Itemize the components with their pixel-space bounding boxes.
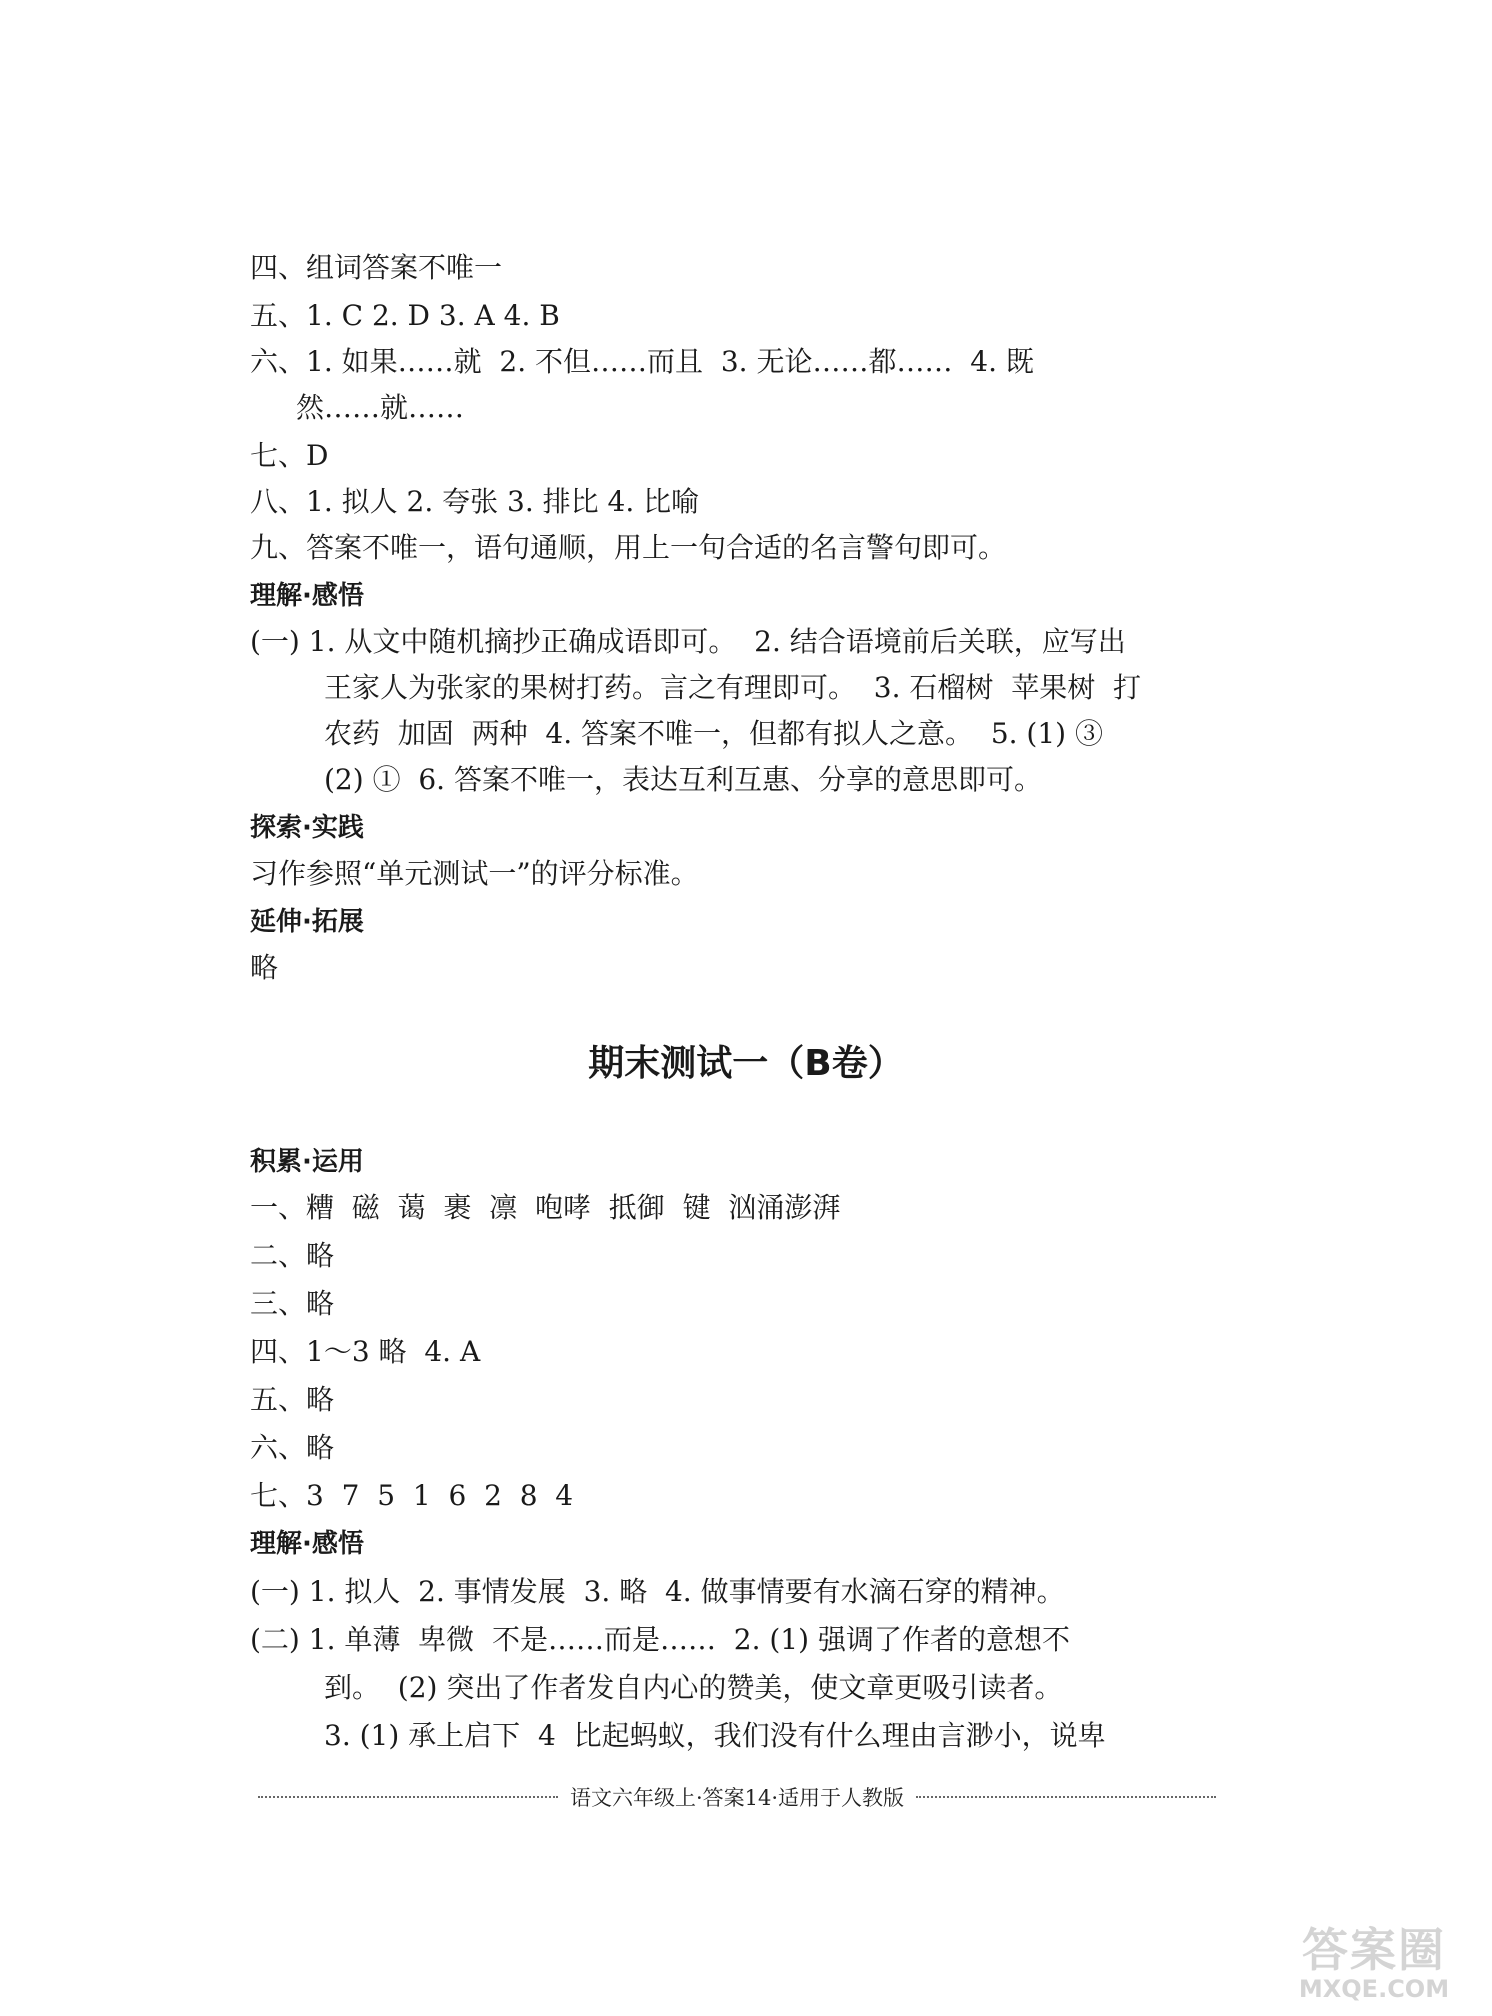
explore-text: 习作参照“单元测试一”的评分标准。 <box>250 857 699 890</box>
footer-text: 语文六年级上·答案14·适用于人教版 <box>569 1786 905 1810</box>
page-footer <box>258 1782 1216 1812</box>
section-heading-extend: 延伸·拓展 <box>250 907 364 937</box>
answer-line-6: 六、略 <box>250 1431 335 1464</box>
understanding-line: 3. (1) 承上启下 4 比起蚂蚁，我们没有什么理由言渺小，说卑 <box>324 1719 1106 1752</box>
answer-line-7: 七、D <box>250 439 329 472</box>
watermark-logo <box>1274 1924 1474 2006</box>
section-heading-accumulate: 积累·运用 <box>250 1147 364 1177</box>
understanding-line: (二) 1. 单薄 卑微 不是……而是…… 2. (1) 强调了作者的意想不 <box>250 1623 1070 1656</box>
section-heading-understanding: 理解·感悟 <box>250 1529 364 1559</box>
answer-line-4: 四、1～3 略 4. A <box>250 1335 481 1368</box>
footer-dotted-rule <box>916 1796 1216 1798</box>
extend-text: 略 <box>250 951 279 984</box>
watermark-logo-text: 答案圈 <box>1302 1923 1446 1977</box>
answer-line-3: 三、略 <box>250 1287 335 1320</box>
answer-line-6-cont: 然……就…… <box>296 391 465 424</box>
answer-line-2: 二、略 <box>250 1239 335 1272</box>
page-title: 期末测试一（B卷） <box>588 1043 904 1084</box>
watermark-url: MXQE.COM <box>1298 1975 1450 2003</box>
answer-line-1: 一、糟 磁 蔼 裹 凛 咆哮 抵御 键 汹涌澎湃 <box>250 1191 841 1224</box>
understanding-line: (一) 1. 从文中随机摘抄正确成语即可。 2. 结合语境前后关联，应写出 <box>250 625 1126 658</box>
footer-dotted-rule <box>258 1796 558 1798</box>
section-heading-understanding: 理解·感悟 <box>250 581 364 611</box>
answer-line-6: 六、1. 如果……就 2. 不但……而且 3. 无论……都…… 4. 既 <box>250 345 1034 378</box>
section-heading-explore: 探索·实践 <box>250 813 364 843</box>
understanding-line: (2) ① 6. 答案不唯一，表达互利互惠、分享的意思即可。 <box>324 763 1042 796</box>
answer-line-7: 七、3 7 5 1 6 2 8 4 <box>250 1479 574 1512</box>
answer-line-4: 四、组词答案不唯一 <box>250 251 503 284</box>
answer-line-5: 五、略 <box>250 1383 335 1416</box>
understanding-line: 到。 (2) 突出了作者发自内心的赞美，使文章更吸引读者。 <box>324 1671 1063 1704</box>
answer-line-9: 九、答案不唯一，语句通顺，用上一句合适的名言警句即可。 <box>250 531 1007 564</box>
understanding-line: (一) 1. 拟人 2. 事情发展 3. 略 4. 做事情要有水滴石穿的精神。 <box>250 1575 1065 1608</box>
understanding-line: 农药 加固 两种 4. 答案不唯一，但都有拟人之意。 5. (1) ③ <box>324 717 1103 750</box>
answer-line-8: 八、1. 拟人 2. 夸张 3. 排比 4. 比喻 <box>250 485 700 518</box>
answer-line-5: 五、1. C 2. D 3. A 4. B <box>250 299 560 332</box>
understanding-line: 王家人为张家的果树打药。言之有理即可。 3. 石榴树 苹果树 打 <box>324 671 1142 704</box>
